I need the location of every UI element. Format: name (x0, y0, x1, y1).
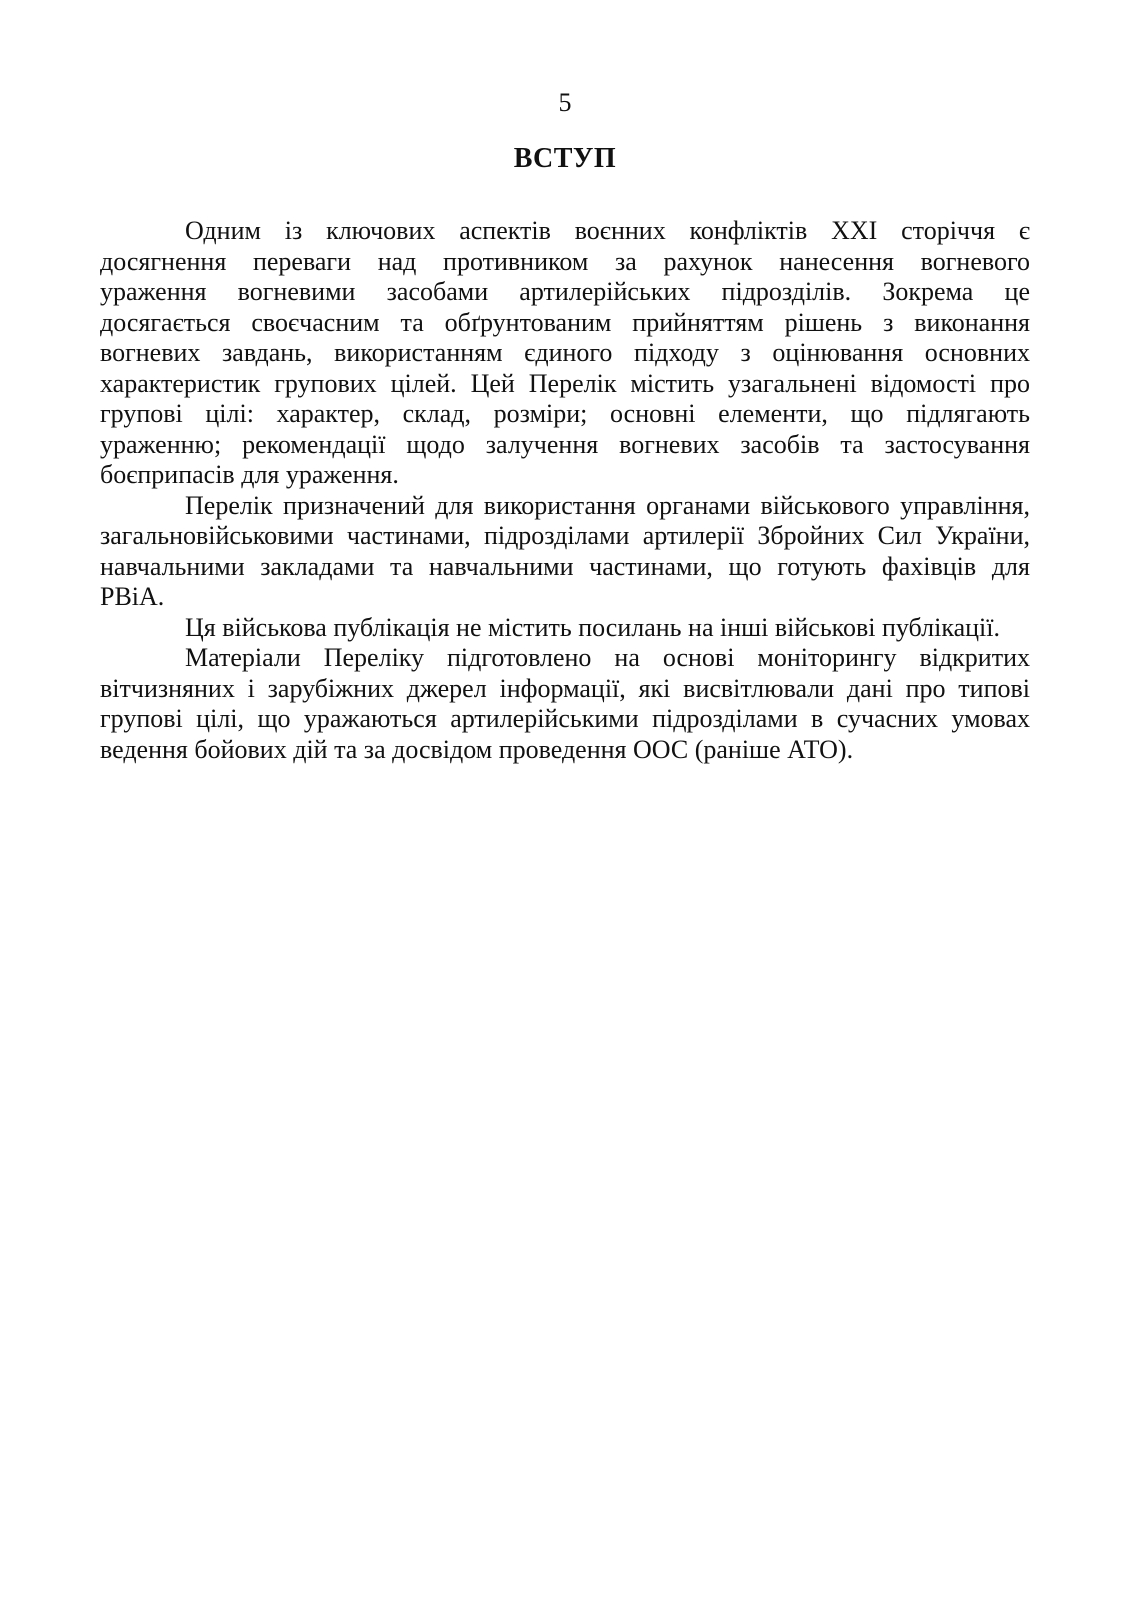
text-line: ураженню; рекомендації щодо залучення вогневих засобів та застосування (100, 429, 1030, 459)
body-text (100, 216, 1030, 765)
text-line: вітчизняних і зарубіжних джерел інформації, які висвітлювали дані про типові (100, 673, 1030, 703)
text-line: Одним із ключових аспектів воєнних конфліктів ХХІ сторіччя є (185, 216, 1030, 245)
text-line: ведення бойових дій та за досвідом проведення ООС (раніше АТО). (100, 734, 854, 764)
text-line: боєприпасів для ураження. (100, 460, 399, 489)
text-line: загальновійськовими частинами, підрозділами артилерії Збройних Сил України, (100, 521, 1030, 550)
paragraph (100, 491, 1030, 613)
text-line: групові цілі, що уражаються артилерійськими підрозділами в сучасних умовах (100, 704, 1030, 733)
paragraph (100, 643, 1030, 765)
text-line: групові цілі: характер, склад, розміри; основні елементи, що підлягають (100, 399, 1030, 428)
text-line: Перелік призначений для використання органами військового управління, (185, 490, 1030, 520)
text-line: вогневих завдань, використанням єдиного підходу з оцінювання основних (100, 338, 1030, 367)
text-line: РВіА. (100, 582, 165, 611)
paragraph (100, 216, 1030, 491)
paragraph (100, 613, 1030, 644)
page-number: 5 (558, 88, 572, 117)
text-line: Ця військова публікація не містить посилань на інші військові публікації. (185, 612, 1000, 642)
text-line: Матеріали Переліку підготовлено на основі моніторингу відкритих (185, 643, 1030, 672)
text-line: досягається своєчасним та обґрунтованим прийняттям рішень з виконання (100, 307, 1030, 337)
text-line: навчальними закладами та навчальними частинами, що готують фахівців для (100, 551, 1030, 581)
text-line: характеристик групових цілей. Цей Перелік містить узагальнені відомості про (100, 368, 1030, 398)
page-title: ВСТУП (513, 143, 617, 174)
text-line: досягнення переваги над противником за рахунок нанесення вогневого (100, 246, 1030, 276)
text-line: ураження вогневими засобами артилерійських підрозділів. Зокрема це (100, 277, 1030, 306)
